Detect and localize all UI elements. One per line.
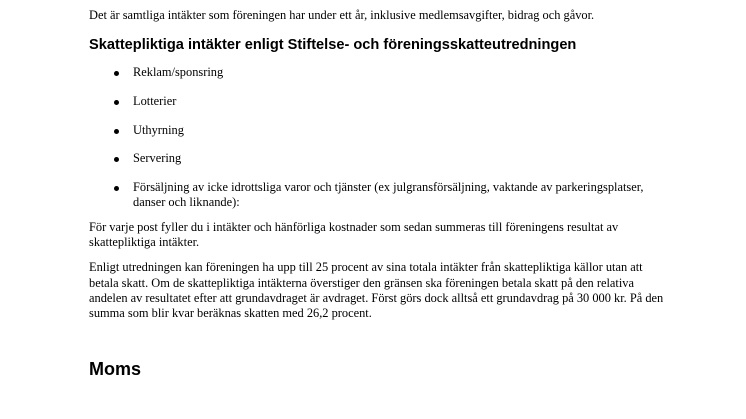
taxable-income-list	[89, 65, 669, 210]
intro-paragraph: Det är samtliga intäkter som föreningen har under ett år, inklusive medlemsavgifter, bidrag och gåvor.	[89, 8, 595, 22]
list-item-text: Lotterier	[133, 93, 177, 108]
list-item	[89, 65, 669, 80]
bullet-icon	[114, 129, 119, 134]
list-item-text: Försäljning av icke idrottsliga varor och tjänster (ex julgransförsäljning, vaktande av parkeringsplatser, danser och liknande):	[133, 180, 644, 210]
bullet-icon	[114, 157, 119, 162]
bullet-icon	[114, 186, 119, 191]
section-heading: Skattepliktiga intäkter enligt Stiftelse- och föreningsskatteutredningen	[89, 37, 577, 54]
list-item-text: Reklam/sponsring	[133, 65, 224, 80]
list-item-text: Uthyrning	[133, 122, 184, 137]
list-item	[89, 94, 669, 109]
body-paragraph-2: Enligt utredningen kan föreningen ha upp till 25 procent av sina totala intäkter från skattepliktiga källor utan att betala skatt. Om de skattepliktiga intäkterna överstiger den gränsen ska föreningen betala skatt på den relativa andelen av resultatet efter att grundavdraget är avdraget. Först görs dock alltså ett grundavdrag på 30 000 kr. På den summa som blir kvar beräknas skatten med 26,2 procent.	[89, 260, 664, 320]
list-item	[89, 123, 669, 138]
body-paragraph-1: För varje post fyller du i intäkter och hänförliga kostnader som sedan summeras till föreningens resultat av skattepliktiga intäkter.	[89, 219, 619, 250]
bullet-icon	[114, 100, 119, 105]
list-item	[89, 180, 669, 210]
bullet-icon	[114, 71, 119, 76]
moms-heading: Moms	[89, 359, 142, 380]
list-item	[89, 151, 669, 166]
document-page	[89, 0, 669, 394]
list-item-text: Servering	[133, 151, 182, 166]
